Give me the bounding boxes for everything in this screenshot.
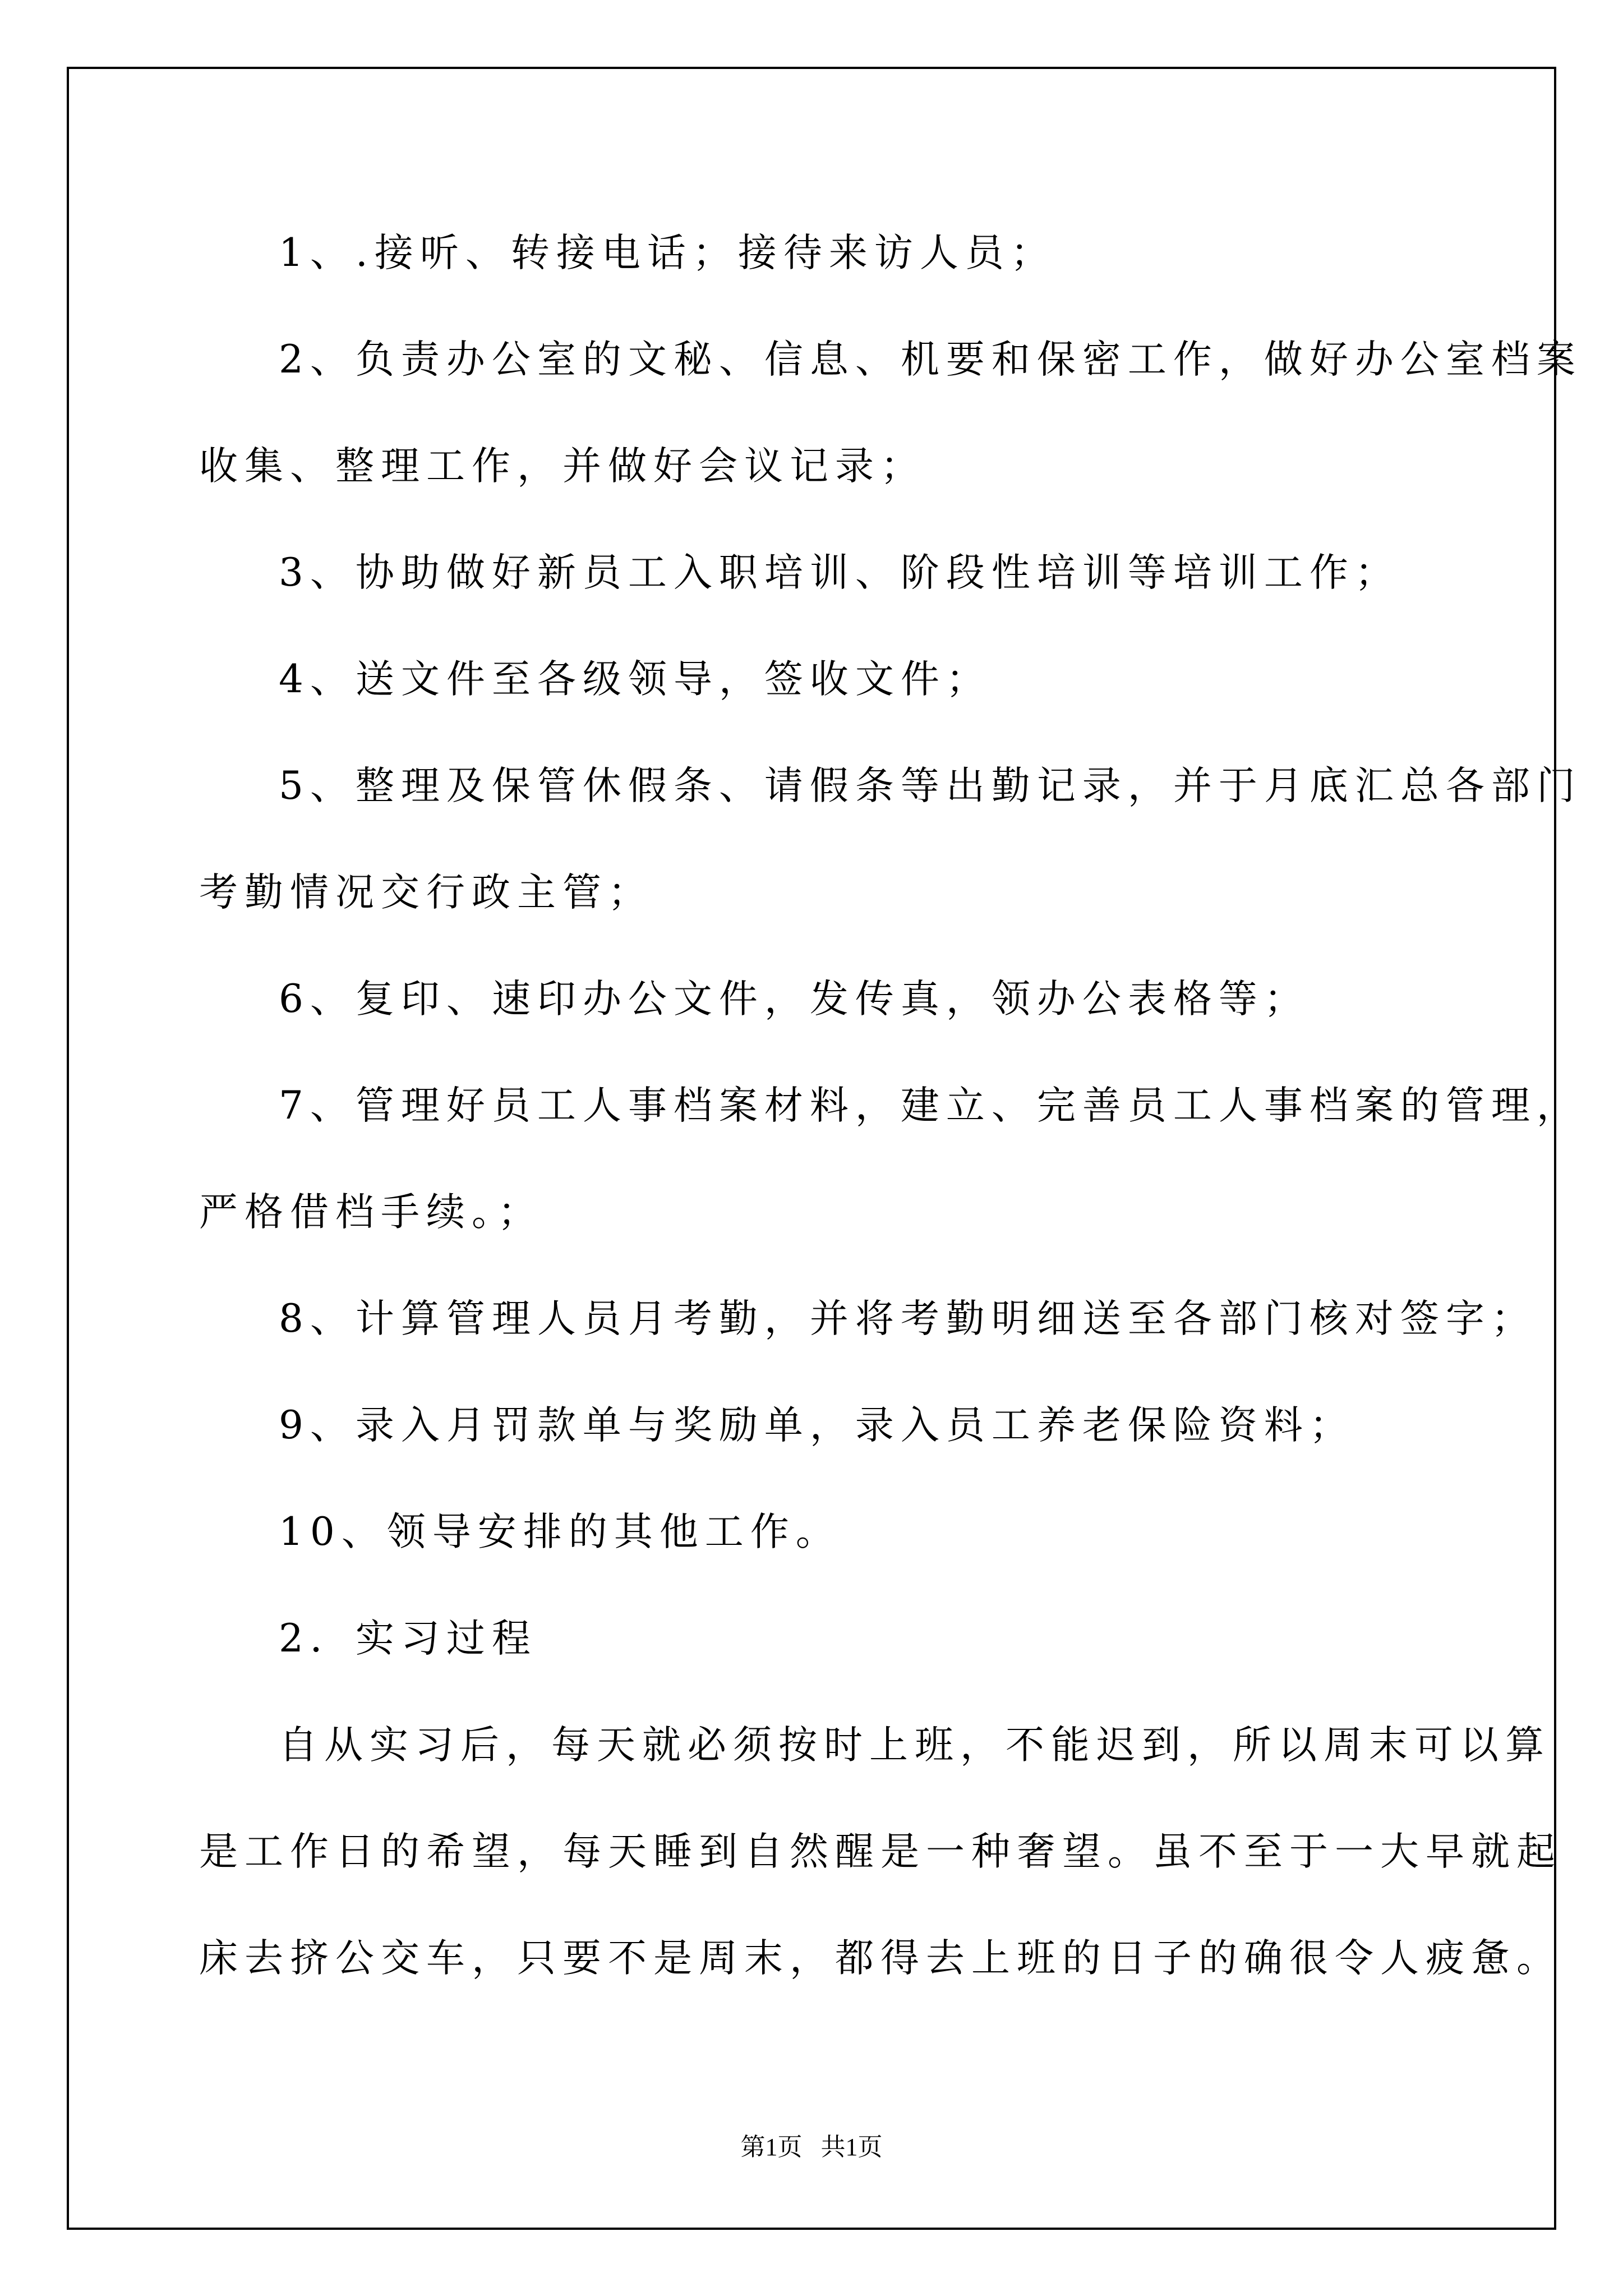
text-line-15: 自从实习后，每天就必须按时上班，不能迟到，所以周末可以算 xyxy=(279,1723,1551,1768)
page-footer: 第1页 共1页 xyxy=(740,2133,883,2161)
text-line-10: 严格借档手续。； xyxy=(199,1190,543,1235)
text-line-14: 2．实习过程 xyxy=(279,1616,537,1661)
text-line-1: 1、.接听、转接电话；接待来访人员； xyxy=(279,231,1056,275)
text-line-9: 7、管理好员工人事档案材料，建立、完善员工人事档案的管理， xyxy=(279,1083,1582,1128)
text-line-6: 5、整理及保管休假条、请假条等出勤记录，并于月底汇总各部门 xyxy=(279,763,1582,808)
text-line-5: 4、送文件至各级领导，签收文件； xyxy=(279,657,992,702)
text-line-8: 6、复印、速印办公文件，发传真，领办公表格等； xyxy=(279,977,1310,1022)
text-line-13: 10、领导安排的其他工作。 xyxy=(279,1510,841,1554)
text-line-2: 2、负责办公室的文秘、信息、机要和保密工作，做好办公室档案 xyxy=(279,337,1582,382)
text-line-11: 8、计算管理人员月考勤，并将考勤明细送至各部门核对签字； xyxy=(279,1296,1537,1341)
text-line-4: 3、协助做好新员工入职培训、阶段性培训等培训工作； xyxy=(279,550,1400,595)
text-line-16: 是工作日的希望，每天睡到自然醒是一种奢望。虽不至于一大早就起 xyxy=(199,1829,1562,1874)
text-line-7: 考勤情况交行政主管； xyxy=(199,870,653,915)
page-border xyxy=(67,67,1556,2230)
text-line-3: 收集、整理工作，并做好会议记录； xyxy=(199,444,926,489)
text-line-12: 9、录入月罚款单与奖励单，录入员工养老保险资料； xyxy=(279,1403,1355,1448)
text-line-17: 床去挤公交车，只要不是周末，都得去上班的日子的确很令人疲惫。 xyxy=(199,1936,1562,1981)
